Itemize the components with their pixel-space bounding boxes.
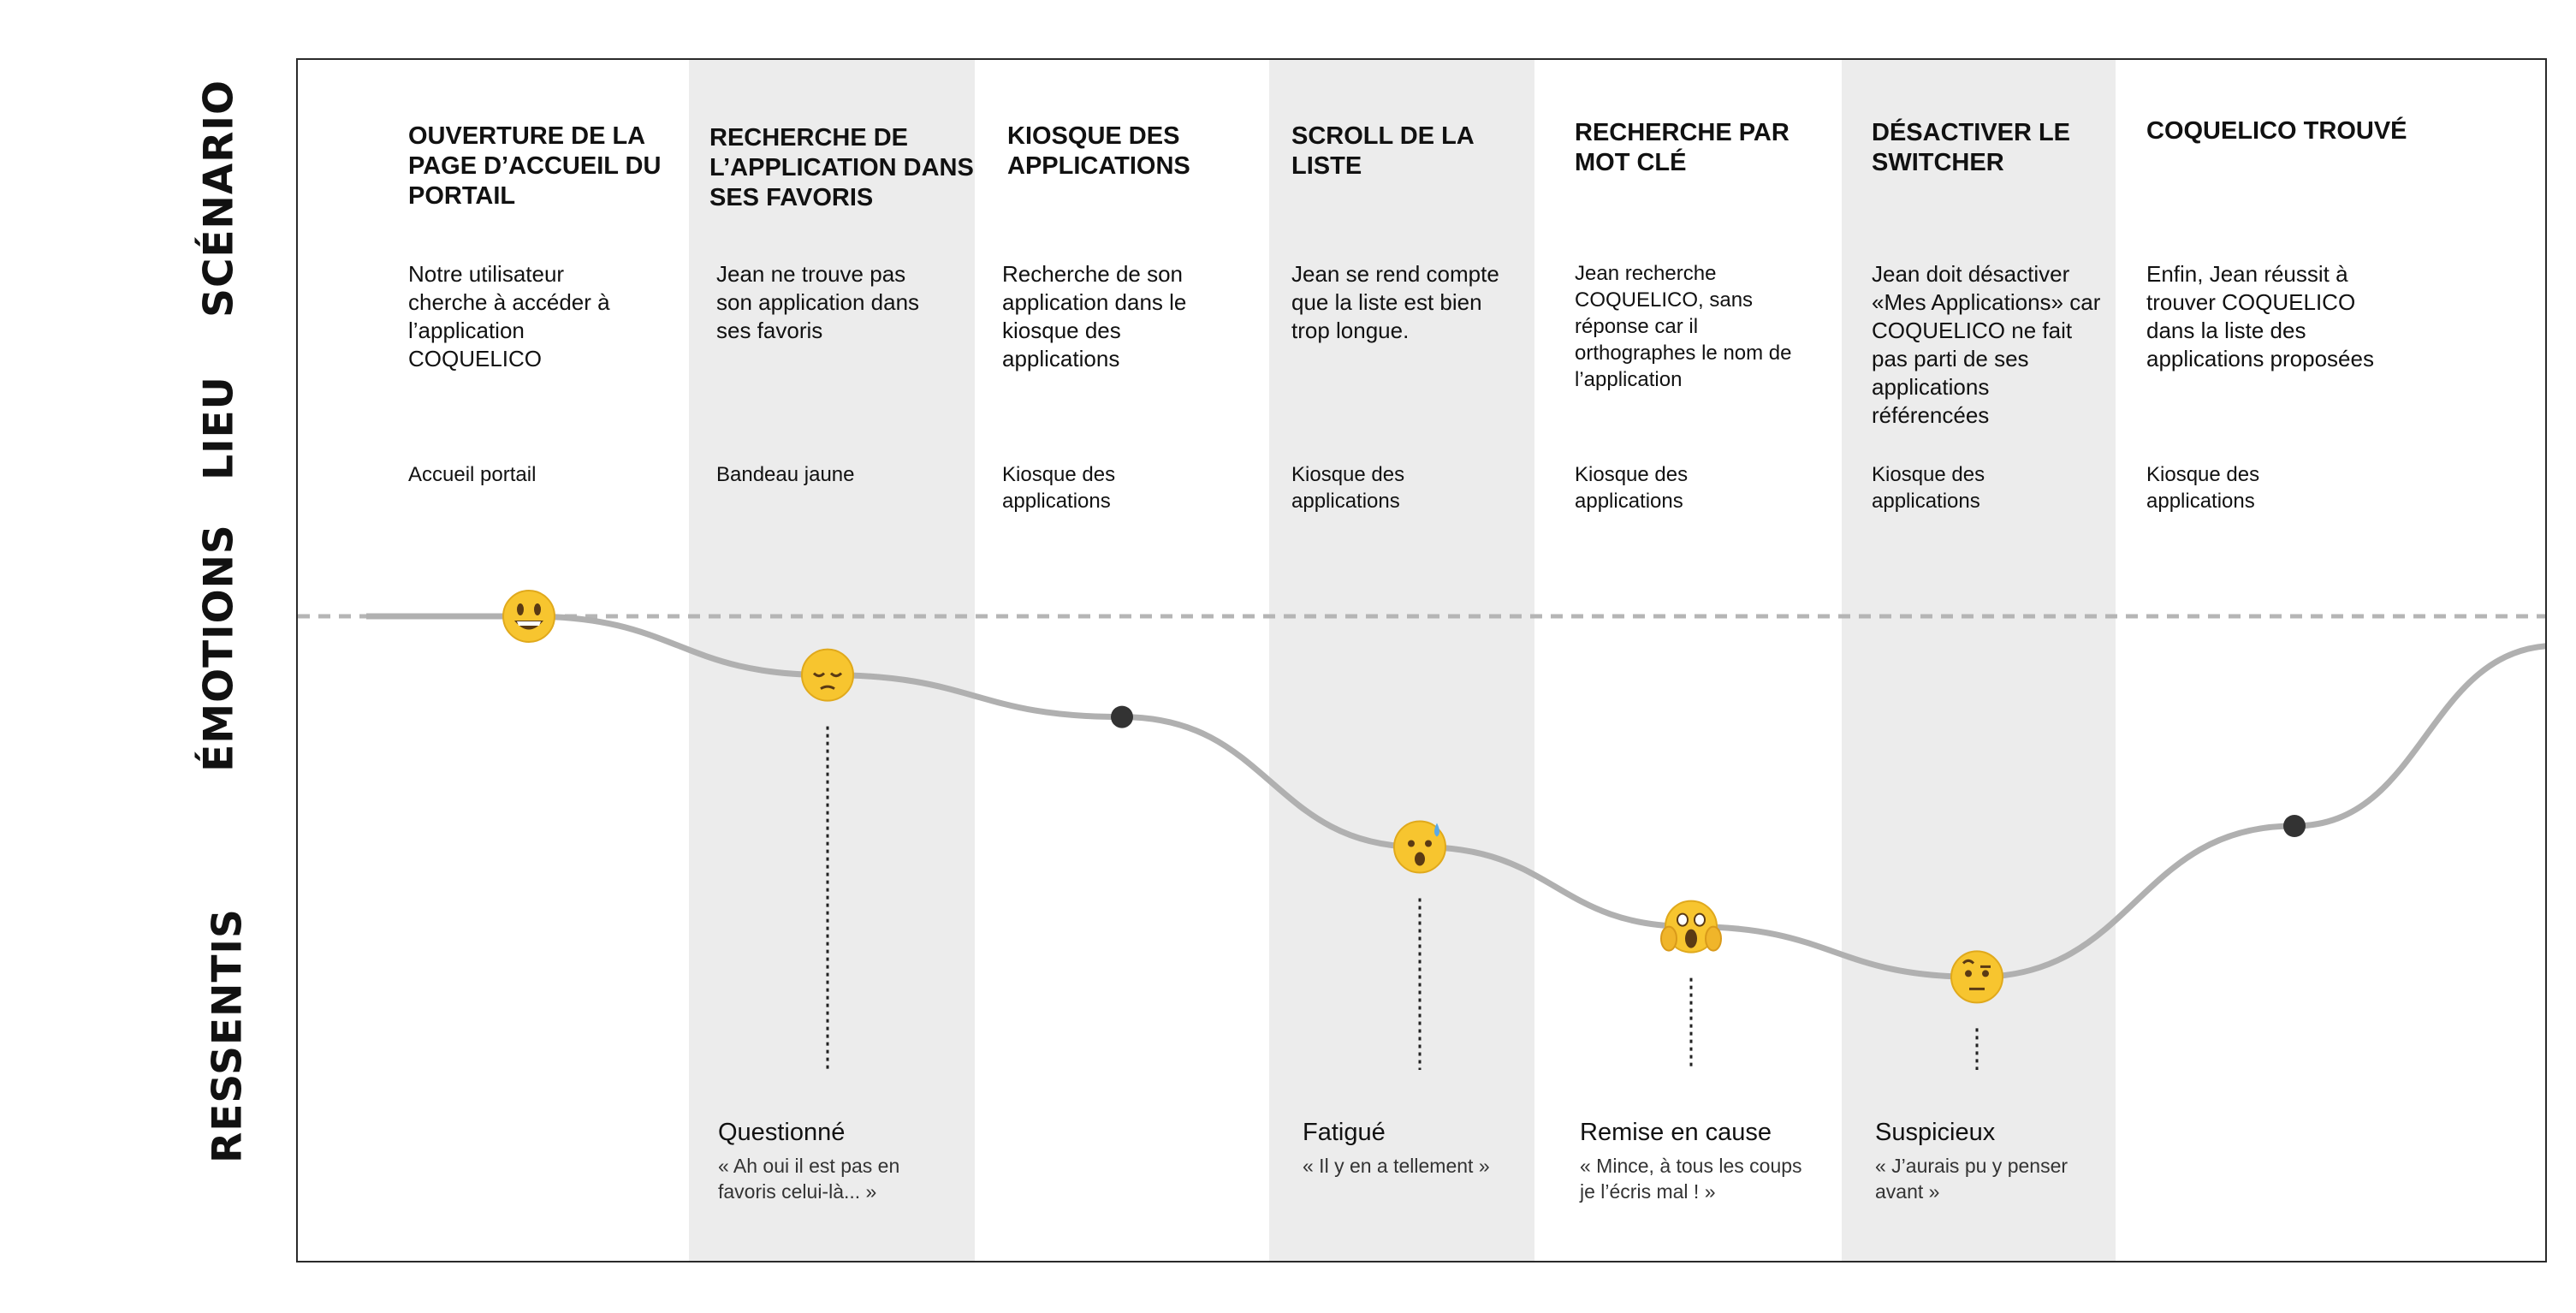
emotion-curve-chart [298, 60, 2545, 1261]
feeling-quote: « J’aurais pu y penser avant » [1875, 1155, 2069, 1203]
step-description: Notre utilisateur cherche à accéder à l’application COQUELICO [408, 261, 610, 371]
feeling-name: Questionné [718, 1119, 846, 1146]
feeling-step-4 [1303, 1117, 1559, 1179]
step-title: RECHERCHE DE L’APPLICATION DANS SES FAVORIS [709, 124, 974, 211]
feeling-quote: « Ah oui il est pas en favoris celui-là... » [718, 1155, 900, 1203]
step-place: Kiosque des applications [1291, 463, 1405, 513]
anxious-sweat-face-icon [1394, 822, 1445, 873]
step-title: OUVERTURE DE LA PAGE D’ACCUEIL DU PORTAIL [408, 122, 662, 210]
step-description: Jean se rend compte que la liste est bien trop longue. [1291, 261, 1499, 343]
step-description: Jean recherche COQUELICO, sans réponse car il orthographes le nom de l’application [1575, 262, 1792, 391]
step-place: Bandeau jaune [716, 463, 855, 486]
feeling-name: Fatigué [1303, 1119, 1386, 1146]
step-place: Kiosque des applications [2146, 463, 2260, 513]
step-place: Kiosque des applications [1575, 463, 1689, 513]
step-place: Kiosque des applications [1872, 463, 1985, 513]
feeling-step-2 [718, 1117, 975, 1204]
step-description: Jean ne trouve pas son application dans ses favoris [716, 261, 920, 343]
feeling-step-6 [1875, 1117, 2132, 1204]
step-description: Jean doit désactiver «Mes Applications» car COQUELICO ne fait pas parti de ses applications référencées [1872, 261, 2101, 428]
feeling-quote: « Il y en a tellement » [1303, 1155, 1490, 1177]
raised-eyebrow-face-icon [1951, 951, 2003, 1002]
step-title: DÉSACTIVER LE SWITCHER [1872, 119, 2071, 176]
grinning-face-icon [503, 591, 555, 642]
row-label-lieu: LIEU [195, 376, 243, 480]
pensive-face-icon [802, 650, 853, 701]
screaming-face-icon [1661, 901, 1721, 953]
step-place: Kiosque des applications [1002, 463, 1116, 513]
row-label-scenario: SCÉNARIO [195, 80, 243, 318]
step-title: RECHERCHE PAR MOT CLÉ [1575, 119, 1790, 176]
feeling-name: Remise en cause [1580, 1119, 1772, 1146]
step-description: Recherche de son application dans le kiosque des applications [1002, 261, 1187, 371]
feeling-name: Suspicieux [1875, 1119, 1996, 1146]
step-place: Accueil portail [408, 463, 537, 486]
feeling-quote: « Mince, à tous les coups je l’écris mal ! » [1580, 1155, 1802, 1203]
journey-map-frame [296, 58, 2547, 1262]
step-title: COQUELICO TROUVÉ [2146, 117, 2407, 145]
step-title: SCROLL DE LA LISTE [1291, 122, 1474, 180]
emotion-curve [366, 616, 2545, 977]
step-title: KIOSQUE DES APPLICATIONS [1007, 122, 1190, 180]
curve-dot [2283, 815, 2306, 837]
curve-dot [1111, 706, 1133, 728]
row-label-emotions: ÉMOTIONS [195, 524, 243, 772]
step-description: Enfin, Jean réussit à trouver COQUELICO dans la liste des applications proposées [2146, 261, 2374, 371]
feeling-step-5 [1580, 1117, 1837, 1204]
row-label-ressentis: RESSENTIS [204, 908, 252, 1163]
